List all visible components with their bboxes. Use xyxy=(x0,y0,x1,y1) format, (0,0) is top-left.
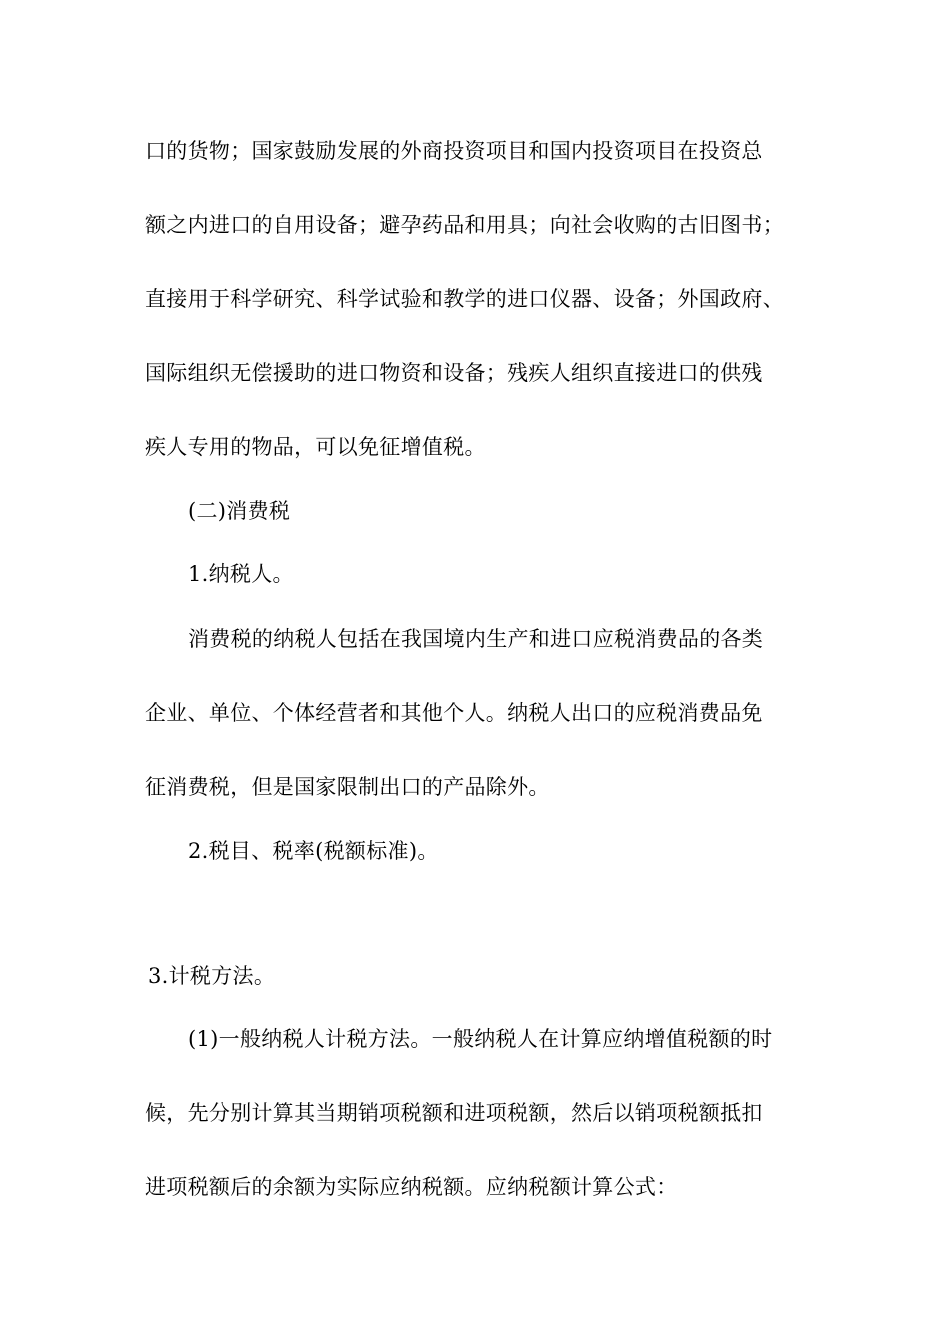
body-text-line: 候，先分别计算其当期销项税额和进项税额，然后以销项税额抵扣 xyxy=(145,1101,763,1125)
body-text-line: 口的货物；国家鼓励发展的外商投资项目和国内投资项目在投资总 xyxy=(145,139,763,163)
body-text-line: 国际组织无偿援助的进口物资和设备；残疾人组织直接进口的供残 xyxy=(145,361,763,385)
body-text-line: 额之内进口的自用设备；避孕药品和用具；向社会收购的古旧图书； xyxy=(145,213,784,237)
body-text-line: 征消费税，但是国家限制出口的产品除外。 xyxy=(145,775,550,799)
subsection-heading: 1.纳税人。 xyxy=(188,562,294,586)
subsection-heading: 3.计税方法。 xyxy=(148,964,276,988)
body-text-line: 进项税额后的余额为实际应纳税额。应纳税额计算公式： xyxy=(145,1175,678,1199)
subsection-heading: 2.税目、税率(税额标准)。 xyxy=(188,839,439,863)
body-text-line: (1)一般纳税人计税方法。一般纳税人在计算应纳增值税额的时 xyxy=(188,1027,773,1051)
body-text-line: 疾人专用的物品，可以免征增值税。 xyxy=(145,435,486,459)
section-heading: (二)消费税 xyxy=(188,499,291,523)
body-text-line: 消费税的纳税人包括在我国境内生产和进口应税消费品的各类 xyxy=(188,627,764,651)
body-text-line: 直接用于科学研究、科学试验和教学的进口仪器、设备；外国政府、 xyxy=(145,287,784,311)
body-text-line: 企业、单位、个体经营者和其他个人。纳税人出口的应税消费品免 xyxy=(145,701,763,725)
